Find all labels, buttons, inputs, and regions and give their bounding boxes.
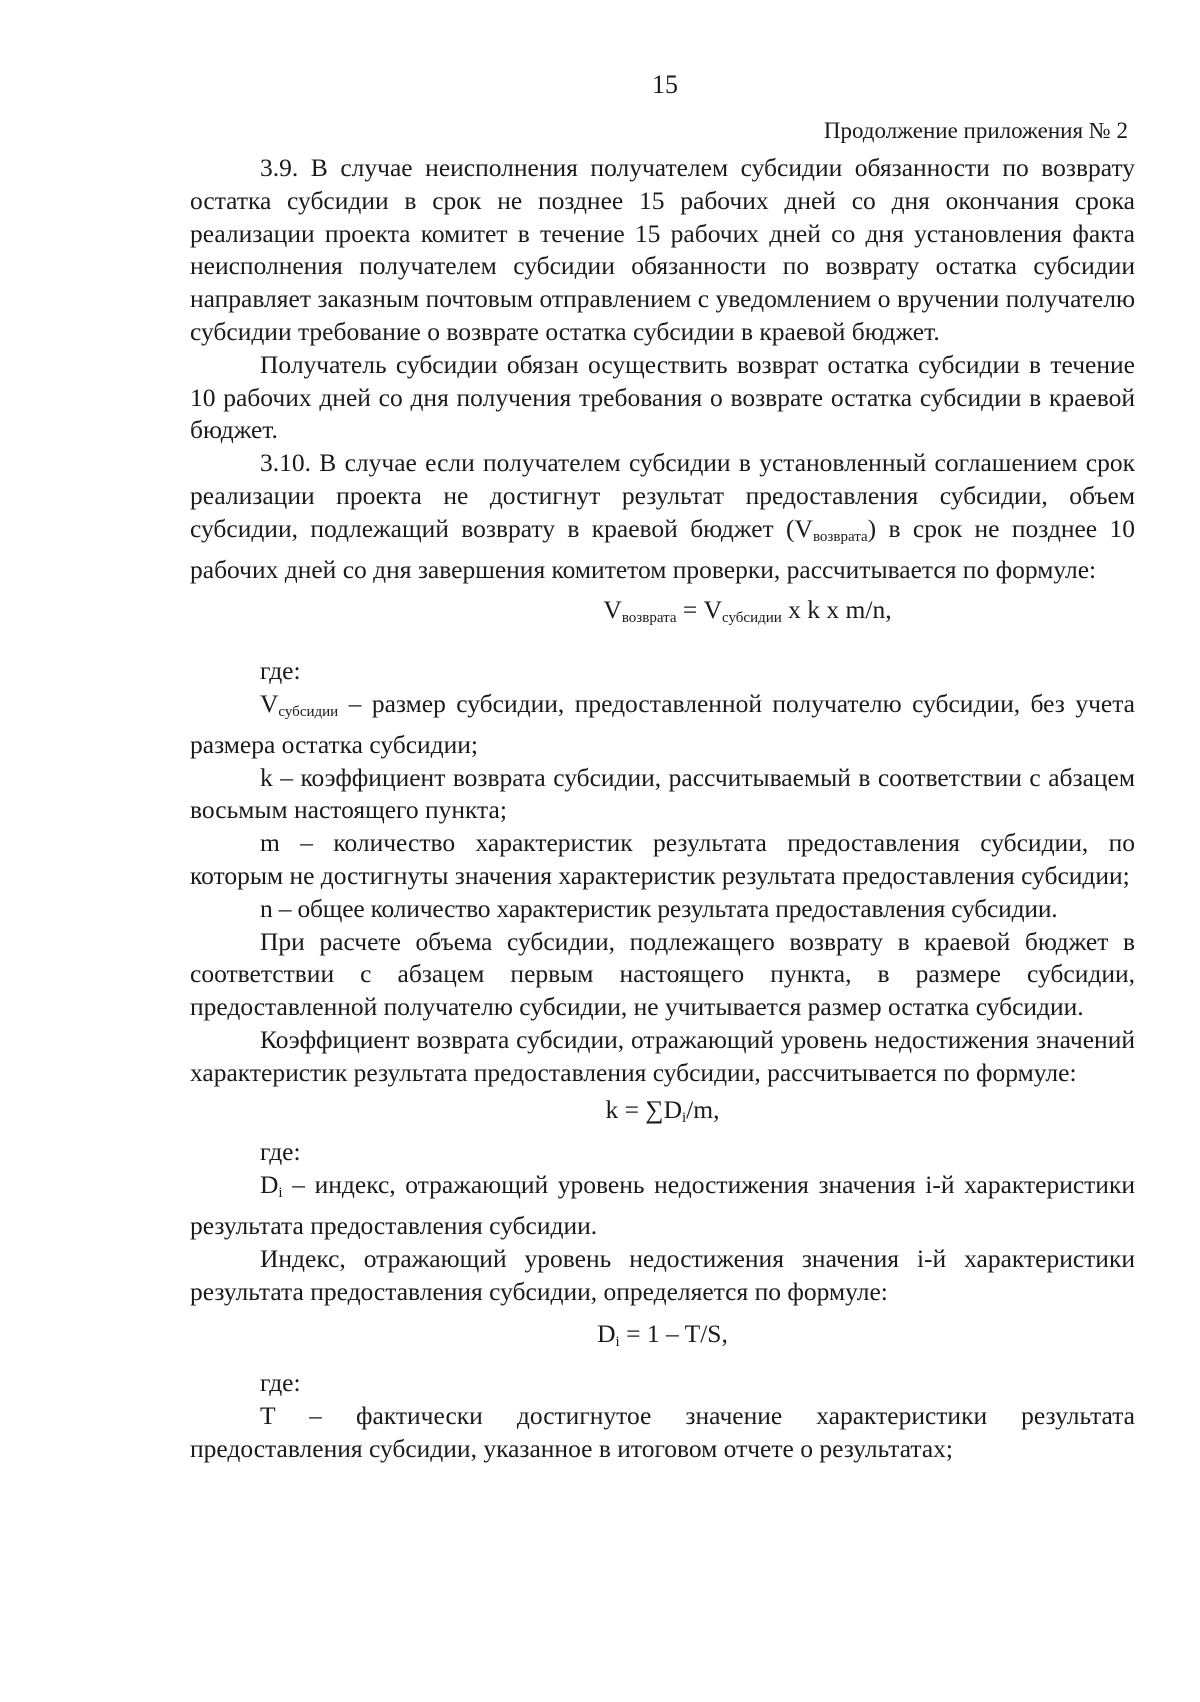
definition-k: k – коэффициент возврата субсидии, рассчитываемый в соответствии с абзацем восьмым настоящего пункта; [190,762,1135,825]
paragraph-3-9: 3.9. В случае неисполнения получателем субсидии обязанности по возврату остатка субсидии в срок не позднее 15 рабочих дней со дня окончания срока реализации проекта комитет в течение 15 рабочих дней со дня установления факта неисполнения получателем субсидии обязанности по возврату остатка субсидии направляет заказным почтовым отправлением с уведомлением о вручении получателю субсидии требование о возврате остатка субсидии в краевой бюджет. [190,153,1135,346]
definition-v-subsidy: $V_{субсидии}$ – размер субсидии, предоставленной получателю субсидии, без учета размера остатка субсидии; [190,688,1135,759]
paragraph-recipient-obligation: Получатель субсидии обязан осуществить возврат остатка субсидии в течение 10 рабочих дней со дня получения требования о возврате остатка субсидии в краевой бюджет. [190,349,1135,445]
paragraph-3-10-part-a: 3.10. В случае если получателем субсидии в установленный соглашением срок реализации проекта не достигнут результат предоставления субсидии, объем субсидии, подлежащий возврату в краевой бюджет (V [190,448,1135,543]
formula-coefficient: $k = \sum D_i/m$, [605,1094,720,1126]
page-number: 15 [652,70,678,99]
definition-di: $D_i$ – индекс, отражающий уровень недостижения значения i-й характеристики результата предоставления субсидии. [190,1170,1135,1240]
definition-n: n – общее количество характеристик результата предоставления субсидии. [260,893,1058,923]
definition-t: T – фактически достигнутое значение характеристики результата предоставления субсидии, указанное в итоговом отчете о результатах; [190,1400,1135,1463]
document-body [190,152,1135,1465]
paragraph-3-10-part-b: ) в срок не позднее 10 рабочих дней со дня завершения комитетом проверки, рассчитывается по формуле: [190,513,1135,584]
where-label-1: где: [260,656,301,686]
formula-index: $D_i = 1 - T/S$, [597,1319,728,1351]
appendix-continuation-label: Продолжение приложения № 2 [823,118,1128,143]
where-label-2: где: [260,1137,301,1167]
definition-m: m – количество характеристик результата предоставления субсидии, по которым не достигнуты значения характеристик результата предоставления субсидии; [190,828,1135,890]
where-label-3: где: [260,1368,301,1398]
formula-return-volume: $V_{возврата} = V_{субсидии}$ x k x m/n, [603,595,892,627]
paragraph-coefficient: Коэффициент возврата субсидии, отражающий уровень недостижения значений характеристик результата предоставления субсидии, рассчитывается по формуле: [190,1024,1135,1087]
paragraph-calculation: При расчете объема субсидии, подлежащего возврату в краевой бюджет в соответствии с абзацем первым настоящего пункта, в размере субсидии, предоставленной получателю субсидии, не учитывается размер остатка субсидии. [190,926,1135,1022]
paragraph-3-10 [190,447,1135,586]
paragraph-3-10-subscript: возврата [812,528,868,545]
paragraph-index: Индекс, отражающий уровень недостижения значения i-й характеристики результата предоставления субсидии, определяется по формуле: [190,1243,1135,1306]
